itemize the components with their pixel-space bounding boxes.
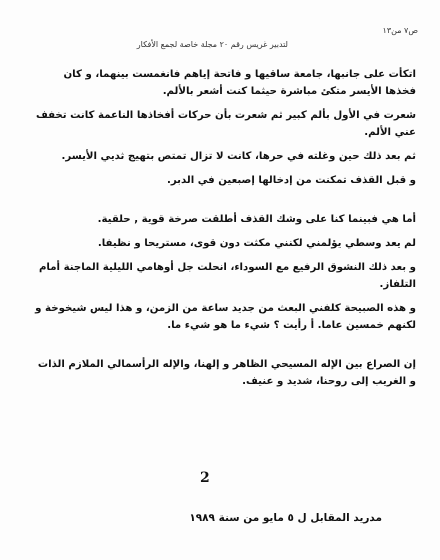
text-line: اتكأت على جانبها، جامعة ساقيها و فاتحة إياهم فانغمست بينهما، و كان	[63, 69, 416, 80]
text-line: لكنهم خمسين عاما. أ رأيت ؟ شيء ما هو شيء ما.	[167, 320, 416, 331]
paragraph	[18, 235, 416, 252]
text-line: و بعد ذلك النشوق الرفيع مع السوداء، انحلت جل أوهامي الليلية الماجنة أمام	[38, 262, 416, 273]
text-line: أما هي فبينما كنا على وشك القذف أطلقت صرخة قوية , حلقية.	[97, 214, 416, 225]
text-line: شعرت في الأول بألم كبير ثم شعرت بأن حركات أفخاذها الناعمة كانت تخفف	[35, 110, 416, 121]
paragraph	[18, 211, 416, 228]
text-line: إن الصراع بين الإله المسيحي الظاهر و إلهنا، والإله الرأسمالي الملازم الذات	[37, 359, 416, 370]
text-line: فخذها الأيسر متكئ مباشرة حيثما كنت أشعر بالألم.	[162, 86, 416, 97]
page-reference: ص٧ من١٣	[382, 26, 418, 35]
paragraph	[18, 107, 416, 141]
text-line: و هذه الصبيحة كلفني البعث من جديد ساعة من الزمن، و هذا ليس شيخوخة و	[35, 303, 416, 314]
text-line: عني الألم.	[364, 127, 416, 138]
magazine-reference: لتدبير غريس رقم ٢٠ مجلة خاصة لجمع الأفكار	[136, 40, 288, 49]
page-number: 2	[200, 470, 210, 486]
text-line: و الغريب إلى روحنا، شديد و عنيف.	[242, 376, 416, 387]
paragraph	[18, 172, 416, 189]
paragraph	[18, 66, 416, 100]
paragraph	[18, 259, 416, 293]
paragraph	[18, 148, 416, 165]
text-line: و قبل القذف تمكنت من إدخالها إصبعين في الدبر.	[166, 175, 416, 186]
text-line: التلفاز.	[379, 279, 416, 290]
text-line: لم يعد وسطي يؤلمني لكنني مكثت دون قوى، مستريحا و نظيفا.	[97, 238, 416, 249]
body-text	[18, 66, 416, 390]
paragraph	[18, 356, 416, 390]
page-header	[90, 26, 418, 56]
text-line: ثم بعد ذلك حين وغلته في حرها، كانت لا تزال تمتص بتهيج ثديي الأيسر.	[61, 151, 416, 162]
signoff-place-date: مدريد المقابل ل ٥ مايو من سنة ١٩٨٩	[189, 512, 382, 524]
paragraph	[18, 300, 416, 334]
